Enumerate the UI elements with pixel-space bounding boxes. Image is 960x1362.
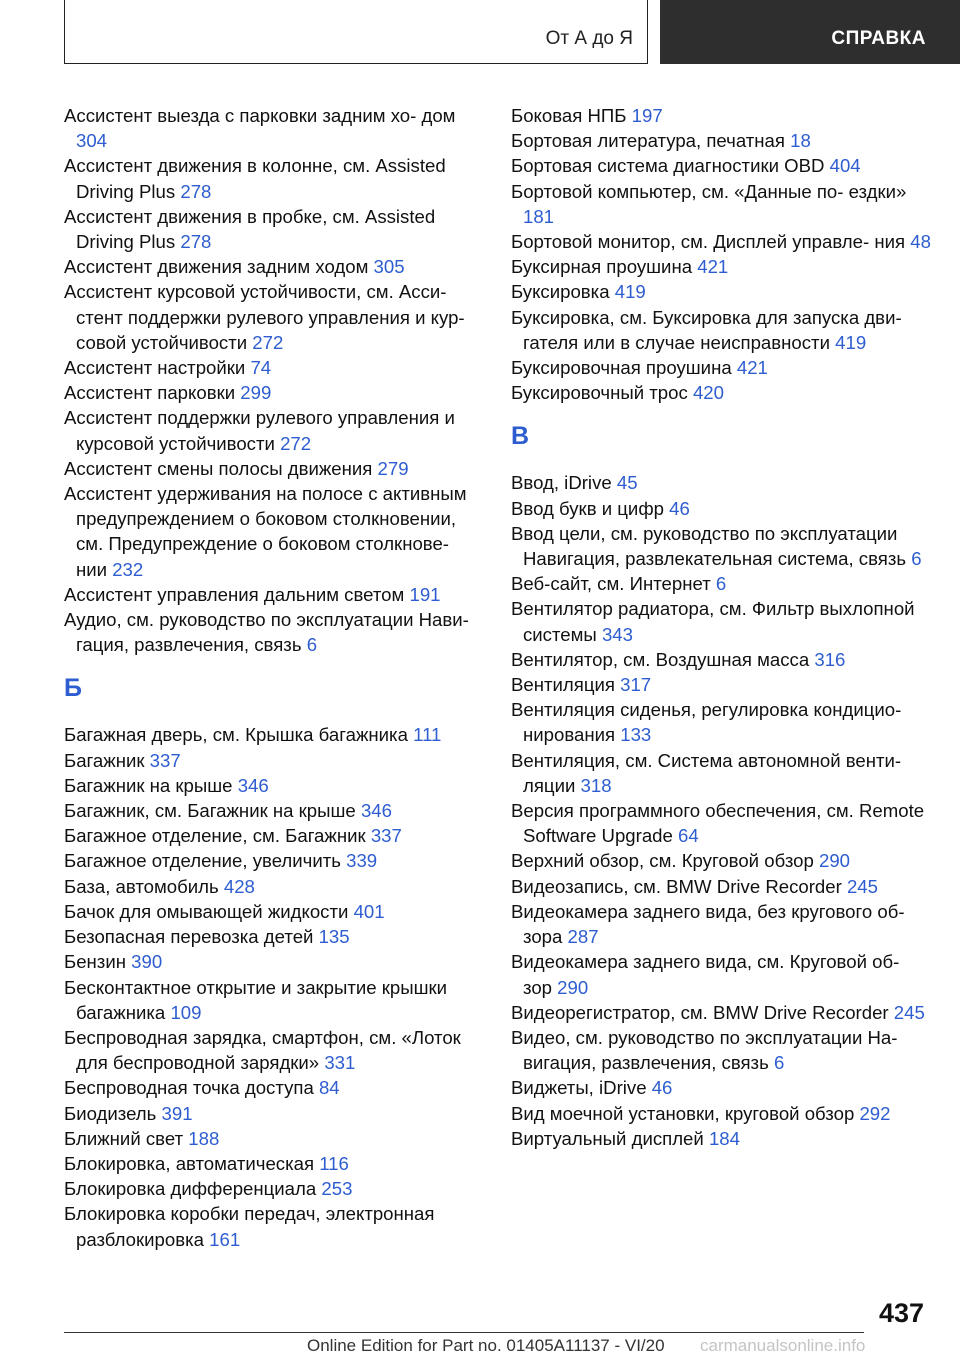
index-entry-text: Ввод цели, см. руководство по эксплуатации Навигация, развлекательная система, связь — [511, 522, 907, 570]
index-entry — [64, 773, 484, 798]
index-page-link[interactable]: 299 — [240, 382, 272, 404]
index-page-link[interactable]: 6 — [911, 548, 922, 570]
index-page-link[interactable]: 245 — [846, 875, 878, 897]
index-entry-text: Ассистент курсовой устойчивости, см. Асси‐ стент поддержки рулевого управления и кур‐ совой устойчивости — [64, 281, 465, 353]
index-page-link[interactable]: 18 — [790, 130, 811, 152]
index-entry-text: Буксировка — [511, 281, 610, 303]
index-entry-text: Ассистент удерживания на полосе с активным предупреждением о боковом столкновении, см. Предупреждение о боковом столкнове‐ нии — [64, 483, 467, 580]
index-page-link[interactable]: 272 — [252, 331, 284, 353]
index-page-link[interactable]: 279 — [377, 457, 409, 479]
index-entry — [64, 103, 484, 153]
index-entry-text: Блокировка коробки передач, электронная разблокировка — [64, 1203, 435, 1250]
index-entry — [511, 496, 931, 521]
index-entry — [511, 697, 931, 747]
index-page-link[interactable]: 290 — [819, 850, 851, 872]
index-entry-text: База, автомобиль — [64, 875, 219, 897]
index-entry — [511, 470, 931, 495]
index-entry — [64, 1025, 484, 1075]
index-page-link[interactable]: 404 — [829, 155, 861, 177]
index-entry — [511, 748, 931, 798]
index-page-link[interactable]: 161 — [209, 1228, 241, 1250]
index-page-link[interactable]: 181 — [523, 205, 555, 227]
index-page-link[interactable]: 197 — [631, 105, 663, 126]
index-page-link[interactable]: 45 — [616, 472, 638, 494]
index-page-link[interactable]: 84 — [318, 1077, 340, 1099]
index-entry-text: Вид моечной установки, круговой обзор — [511, 1102, 855, 1124]
index-entry — [511, 355, 931, 380]
index-page-link[interactable]: 346 — [237, 774, 269, 796]
footer-watermark: carmanualsonline.info — [700, 1336, 866, 1355]
index-entry-text: Видеозапись, см. BMW Drive Recorder — [511, 875, 842, 897]
index-entry-text: Безопасная перевозка детей — [64, 926, 314, 948]
index-entry-text: Видеокамера заднего вида, см. Круговой об‐ зор — [511, 951, 900, 998]
index-page-link[interactable]: 421 — [736, 357, 768, 379]
index-entry — [511, 279, 931, 304]
index-entry-text: Беспроводная зарядка, смартфон, см. «Лоток для беспроводной зарядки» — [64, 1026, 461, 1074]
index-page-link[interactable]: 346 — [360, 800, 392, 822]
index-page-link[interactable]: 64 — [678, 825, 699, 847]
index-entry-text: Бортовой монитор, см. Дисплей управле‐ ния — [511, 231, 906, 253]
index-page-link[interactable]: 6 — [306, 634, 318, 656]
index-entry — [64, 1176, 484, 1201]
index-page-link[interactable]: 339 — [346, 850, 378, 872]
index-page-link[interactable]: 116 — [319, 1152, 349, 1174]
index-entry — [64, 481, 484, 582]
index-page-link[interactable]: 133 — [620, 724, 652, 746]
index-page-link[interactable]: 6 — [715, 573, 727, 595]
index-entry — [64, 1075, 484, 1100]
index-entry — [511, 672, 931, 697]
index-entry — [511, 1025, 931, 1075]
index-entry — [64, 1126, 484, 1151]
index-page-link[interactable]: 305 — [373, 256, 405, 278]
index-entry-text: Ассистент движения задним ходом — [64, 256, 369, 278]
index-page-link[interactable]: 278 — [180, 180, 212, 202]
index-entry-text: Багажник, см. Багажник на крыше — [64, 800, 356, 822]
index-entry-text: Бортовая система диагностики OBD — [511, 155, 825, 177]
index-entry-text: Ассистент поддержки рулевого управления и курсовой устойчивости — [64, 407, 455, 454]
index-page-link[interactable]: 6 — [773, 1052, 785, 1074]
index-page-link[interactable]: 109 — [170, 1001, 202, 1023]
header-section-label: От А до Я — [545, 28, 633, 49]
index-column-right — [511, 103, 931, 1151]
index-entry-text: Вентиляция — [511, 674, 615, 696]
index-entry — [511, 229, 931, 254]
index-entry-text: Буксировочная проушина — [511, 357, 732, 379]
index-entry — [64, 848, 484, 873]
index-letter-heading: Б — [64, 674, 82, 703]
index-page-link[interactable]: 188 — [188, 1127, 220, 1149]
index-page-link[interactable]: 421 — [697, 256, 729, 278]
index-entry-text: Вентилятор радиатора, см. Фильтр выхлопной системы — [511, 598, 915, 645]
index-letter-heading: В — [511, 422, 530, 451]
index-entry-text: Беспроводная точка доступа — [64, 1077, 314, 1099]
index-entry — [64, 722, 484, 747]
footer-divider — [64, 1332, 864, 1333]
index-entry — [64, 975, 484, 1025]
index-entry — [511, 380, 931, 405]
index-entry — [64, 204, 484, 254]
index-entry — [511, 1000, 931, 1025]
index-entry-text: Буксировочный трос — [511, 382, 688, 404]
index-page-link[interactable]: 292 — [859, 1102, 891, 1124]
header-section-tab — [64, 0, 648, 64]
index-entry-text: Биодизель — [64, 1102, 157, 1124]
index-page-link[interactable]: 232 — [112, 558, 144, 580]
index-page-link[interactable]: 290 — [557, 976, 589, 998]
index-entry-text: Блокировка дифференциала — [64, 1178, 317, 1200]
index-entry — [511, 1101, 931, 1126]
index-page-link[interactable]: 191 — [409, 583, 441, 605]
index-page-link[interactable]: 278 — [180, 231, 212, 253]
index-entry-text: Буксирная проушина — [511, 256, 693, 278]
index-entry — [511, 596, 931, 646]
index-entry-text: Веб-сайт, см. Интернет — [511, 573, 711, 595]
index-entry-text: Ввод, iDrive — [511, 472, 612, 494]
index-entry — [64, 456, 484, 481]
index-entry-text: Ближний свет — [64, 1127, 184, 1149]
index-page-link[interactable]: 318 — [580, 774, 612, 796]
index-entry-text: Багажное отделение, увеличить — [64, 850, 341, 872]
index-page-link[interactable]: 420 — [692, 382, 724, 404]
index-entry-text: Буксировка, см. Буксировка для запуска дви‐ гателя или в случае неисправности — [511, 306, 902, 353]
index-entry-text: Ввод букв и цифр — [511, 497, 664, 519]
index-page-link[interactable]: 272 — [280, 432, 312, 454]
index-page-link[interactable]: 46 — [669, 497, 690, 519]
index-entry-text: Видео, см. руководство по эксплуатации На‐ вигация, развлечения, связь — [511, 1026, 898, 1074]
index-entry — [511, 647, 931, 672]
index-entry-text: Бортовая литература, печатная — [511, 130, 785, 152]
index-page-link[interactable]: 337 — [370, 825, 402, 847]
index-entry — [511, 103, 931, 128]
index-entry-text: Видеорегистратор, см. BMW Drive Recorder — [511, 1001, 889, 1023]
index-entry-text: Ассистент движения в пробке, см. Assisted Driving Plus — [64, 205, 436, 253]
index-entry — [64, 1151, 484, 1176]
index-page-link[interactable]: 337 — [149, 749, 181, 771]
index-entry — [64, 355, 484, 380]
index-entry — [64, 823, 484, 848]
index-page-link[interactable]: 419 — [835, 331, 867, 353]
index-entry-text: Багажная дверь, см. Крышка багажника — [64, 724, 408, 746]
index-entry — [64, 1101, 484, 1126]
index-entry — [64, 798, 484, 823]
page-number: 437 — [878, 1298, 924, 1328]
index-entry — [511, 521, 931, 571]
index-entry — [64, 405, 484, 455]
index-page-link[interactable]: 317 — [620, 674, 652, 696]
index-entry — [64, 279, 484, 355]
index-entry-text: Бензин — [64, 951, 126, 973]
index-entry — [511, 153, 931, 178]
index-page-link[interactable]: 391 — [161, 1102, 193, 1124]
index-page-link[interactable]: 316 — [814, 648, 846, 670]
header-chapter-tab — [660, 0, 960, 64]
index-entry-text: Виртуальный дисплей — [511, 1127, 704, 1149]
index-page-link[interactable]: 74 — [250, 357, 272, 379]
index-entry-text: Ассистент движения в колонне, см. Assisted Driving Plus — [64, 155, 446, 202]
index-entry-text: Ассистент настройки — [64, 357, 246, 379]
index-entry — [64, 924, 484, 949]
index-entry-text: Бортовой компьютер, см. «Данные по‐ ездки» — [511, 180, 907, 202]
index-page-link[interactable]: 135 — [318, 926, 350, 948]
index-page-link[interactable]: 343 — [601, 623, 633, 645]
index-entry — [511, 305, 931, 355]
index-entry-text: Верхний обзор, см. Круговой обзор — [511, 850, 814, 872]
index-page-link[interactable]: 111 — [413, 724, 442, 746]
index-entry — [64, 153, 484, 203]
index-entry — [511, 1126, 931, 1151]
index-entry-text: Ассистент выезда с парковки задним хо‐ дом — [64, 105, 456, 126]
index-entry-text: Багажное отделение, см. Багажник — [64, 825, 366, 847]
index-entry-text: Аудио, см. руководство по эксплуатации Нави‐ гация, развлечения, связь — [64, 609, 469, 656]
index-entry-text: Ассистент смены полосы движения — [64, 457, 373, 479]
index-entry-text: Блокировка, автоматическая — [64, 1152, 315, 1174]
index-column-left — [64, 103, 484, 1252]
index-entry — [511, 179, 931, 229]
index-entry — [511, 848, 931, 873]
index-page-link[interactable]: 390 — [131, 951, 163, 973]
index-entry — [64, 254, 484, 279]
index-entry — [64, 607, 484, 657]
index-page-link[interactable]: 331 — [324, 1052, 356, 1074]
index-page-link[interactable]: 184 — [708, 1127, 740, 1149]
index-page-link[interactable]: 253 — [321, 1178, 353, 1200]
index-entry-text: Багажник на крыше — [64, 774, 233, 796]
index-entry-text: Ассистент парковки — [64, 382, 236, 404]
index-entry — [64, 949, 484, 974]
index-entry-text: Виджеты, iDrive — [511, 1077, 647, 1099]
index-entry — [64, 874, 484, 899]
index-entry — [511, 899, 931, 949]
index-page-link[interactable]: 304 — [76, 130, 108, 152]
index-entry-text: Ассистент управления дальним светом — [64, 583, 405, 605]
index-page-link[interactable]: 401 — [353, 900, 385, 922]
index-entry-text: Вентиляция сиденья, регулировка кондицио‐ нирования — [511, 699, 902, 746]
index-entry — [511, 798, 931, 848]
index-page-link[interactable]: 48 — [910, 231, 931, 253]
index-entry — [511, 571, 931, 596]
index-page-link[interactable]: 428 — [223, 875, 255, 897]
index-entry-text: Вентилятор, см. Воздушная масса — [511, 648, 810, 670]
index-entry — [511, 1075, 931, 1100]
footer-edition: Online Edition for Part no. 01405A11137 - VI/20 — [307, 1336, 665, 1355]
index-page-link[interactable]: 245 — [893, 1001, 925, 1023]
index-entry — [64, 748, 484, 773]
index-entry — [511, 254, 931, 279]
index-entry-text: Версия программного обеспечения, см. Remote Software Upgrade — [511, 800, 925, 847]
index-entry — [64, 899, 484, 924]
index-entry — [64, 1201, 484, 1251]
index-page-link[interactable]: 46 — [651, 1077, 673, 1099]
index-entry-text: Бесконтактное открытие и закрытие крышки багажника — [64, 976, 448, 1023]
index-entry — [64, 380, 484, 405]
header-chapter-label: СПРАВКА — [831, 28, 926, 49]
index-entry-text: Боковая НПБ — [511, 105, 627, 126]
index-entry-text: Видеокамера заднего вида, без кругового об‐ зора — [511, 900, 905, 948]
index-entry-text: Багажник — [64, 749, 145, 771]
index-entry — [511, 128, 931, 153]
index-page-link[interactable]: 287 — [567, 926, 599, 948]
index-entry — [64, 582, 484, 607]
index-entry — [511, 874, 931, 899]
index-entry-text: Вентиляция, см. Система автономной венти‐ ляции — [511, 749, 902, 796]
index-page-link[interactable]: 419 — [614, 281, 646, 303]
index-entry — [511, 949, 931, 999]
index-entry-text: Бачок для омывающей жидкости — [64, 900, 349, 922]
